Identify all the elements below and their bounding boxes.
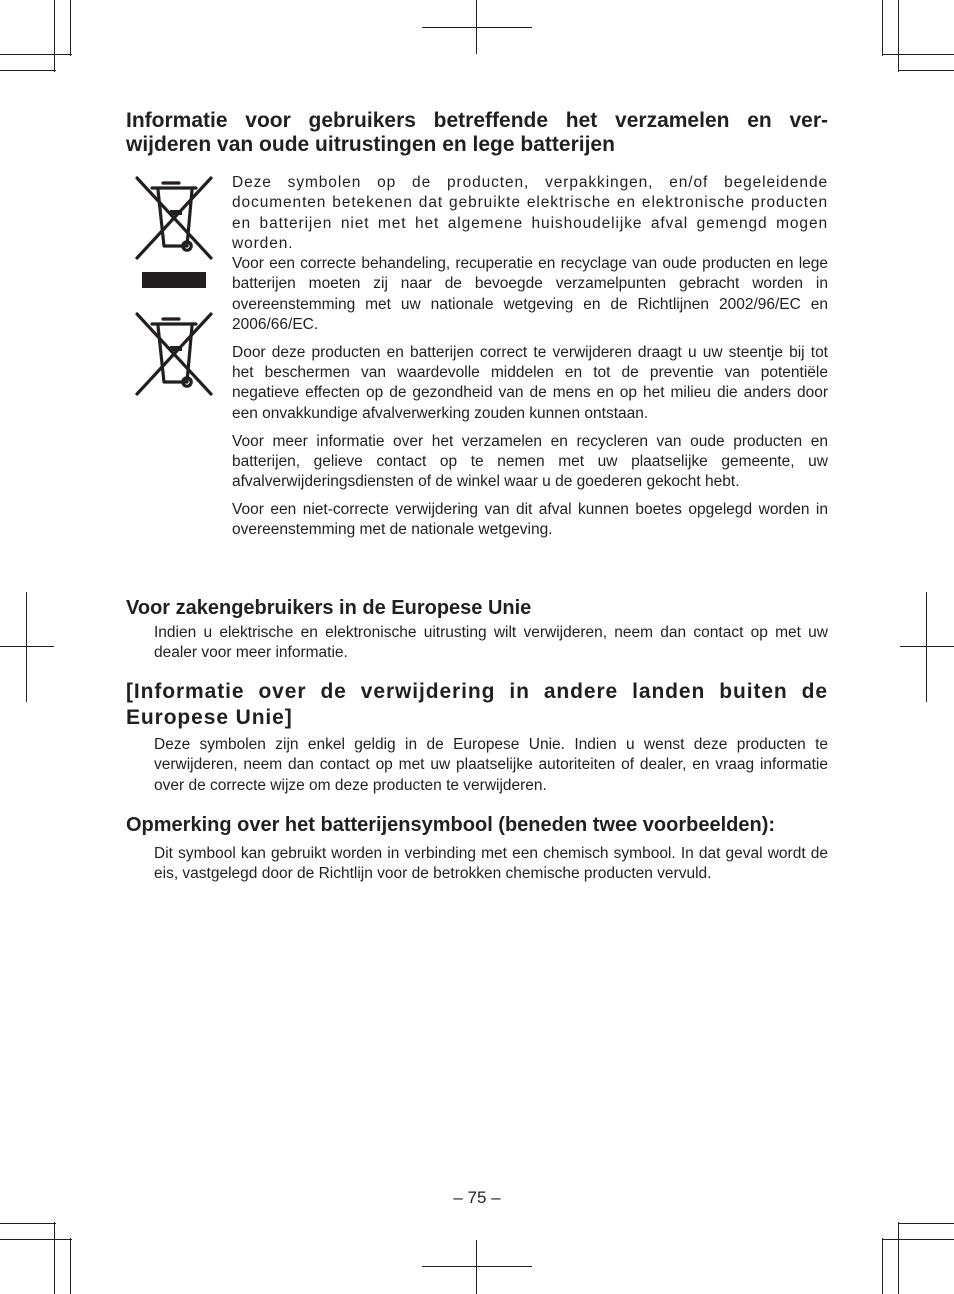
battery-symbol-note-text: Dit symbool kan gebruikt worden in verbinding met een chemisch symbool. In dat geval wordt de eis, vastgelegd door de Richtlijn voor de betrokken chemische producten vervuld. bbox=[154, 845, 828, 883]
page-number: – 75 – bbox=[453, 1188, 501, 1207]
crossed-out-wheelie-bin-icon bbox=[134, 312, 214, 398]
disposal-info-text bbox=[232, 173, 828, 548]
paragraph: Voor meer informatie over het verzamelen en recycleren van oude producten en batterijen, gelieve contact op te nemen met uw plaatselijke gemeente, uw afvalverwijderingsdiensten of de winkel waar u de goederen gekocht hebt. bbox=[232, 432, 828, 491]
business-users-text: Indien u elektrische en elektronische uitrusting wilt verwijderen, neem dan contact op met uw dealer voor meer informatie. bbox=[154, 624, 828, 662]
paragraph: Voor een correcte behandeling, recuperatie en recyclage van oude producten en lege batterijen moeten zij naar de bevoegde verzamelpunten gebracht worden in overeenstemming met uw nationale wetgeving en de Richtlijnen 2002/96/EC en 2006/66/EC. bbox=[232, 255, 828, 334]
crossed-out-wheelie-bin-icon bbox=[134, 176, 214, 262]
section-title-business-users: Voor zakengebruikers in de Europese Unie bbox=[126, 597, 532, 619]
outside-eu-text: Deze symbolen zijn enkel geldig in de Europese Unie. Indien u wenst deze producten te verwijderen, neem dan contact op met uw plaatselijke autoriteiten of dealer, en vraag informatie over de correcte wijze om deze producten te verwijderen. bbox=[154, 736, 828, 794]
black-bar-symbol bbox=[142, 272, 206, 288]
paragraph: Voor een niet-correcte verwijdering van dit afval kunnen boetes opgelegd worden in overeenstemming met de nationale wetgeving. bbox=[232, 500, 828, 539]
section-title-battery-symbol-note: Opmerking over het batterijensymbool (beneden twee voorbeelden): bbox=[126, 814, 776, 836]
paragraph: Door deze producten en batterijen correct te verwijderen draagt u uw steentje bij tot het beschermen van waardevolle middelen en tot de preventie van potentiële negatieve effecten op de gezondheid van de mens en op het milieu die anders door een onvakkundige afvalverwerking zouden kunnen ontstaan. bbox=[232, 343, 828, 422]
section-title-disposal-info: Informatie voor gebruikers betreffende het verzamelen en ver-wijderen van oude uitrustingen en lege batterijen bbox=[126, 109, 828, 156]
section-title-outside-eu: [Informatie over de verwijdering in andere landen buiten de Europese Unie] bbox=[126, 680, 828, 729]
disposal-symbols bbox=[134, 176, 218, 398]
paragraph: Deze symbolen op de producten, verpakkingen, en/of begeleidende documenten betekenen dat gebruikte elektrische en elektronische producten en batterijen niet met het algemene huishoudelijke afval gemengd mogen worden. bbox=[232, 174, 828, 252]
